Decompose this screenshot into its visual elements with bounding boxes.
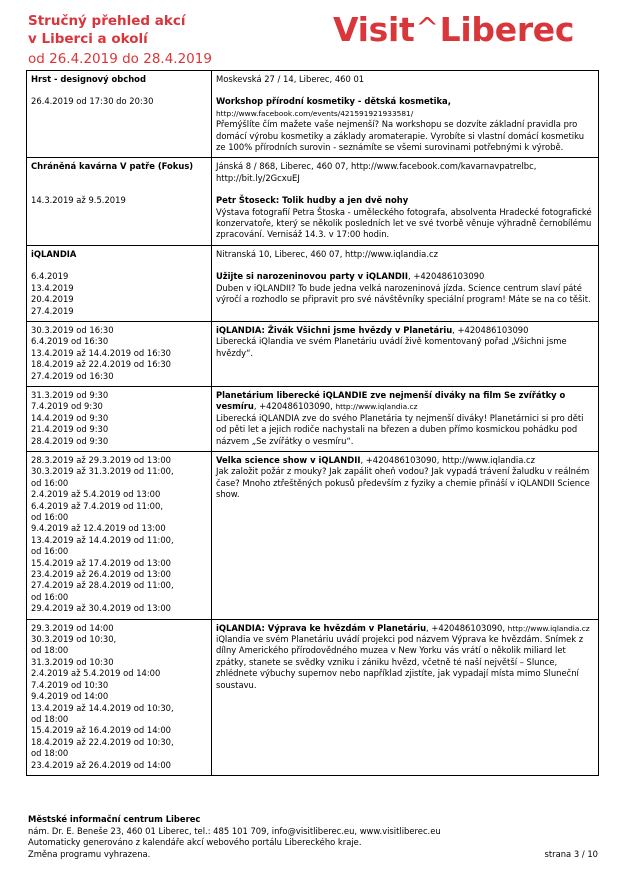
event-dates bbox=[31, 96, 207, 107]
event-date: 23.4.2019 až 26.4.2019 od 14:00 bbox=[31, 759, 171, 770]
event-date: od 16:00 bbox=[31, 477, 69, 488]
event-contact: , +420486103090, http://www.iqlandia.cz bbox=[360, 454, 536, 465]
event-date: 7.4.2019 od 10:30 bbox=[31, 679, 109, 690]
venue-address: Moskevská 27 / 14, Liberec, 460 01 bbox=[216, 74, 365, 84]
visit-liberec-logo bbox=[333, 8, 574, 54]
event-details bbox=[212, 619, 599, 775]
event-date: 31.3.2019 od 9:30 bbox=[31, 389, 109, 400]
event-date: 31.3.2019 od 10:30 bbox=[31, 656, 114, 667]
event-date: 27.4.2019 bbox=[31, 305, 74, 316]
event-date: 30.3.2019 od 16:30 bbox=[31, 324, 114, 335]
date-range: od 26.4.2019 do 28.4.2019 bbox=[28, 51, 212, 67]
event-date: od 18:00 bbox=[31, 645, 69, 656]
event-heading bbox=[216, 455, 594, 466]
event-date: 28.3.2019 až 29.3.2019 od 13:00 bbox=[31, 454, 171, 465]
footer-address: nám. Dr. E. Beneše 23, 460 01 Liberec, tel.: 485 101 709, info@visitliberec.eu, www.visitliberec.eu bbox=[28, 825, 441, 836]
venue-cell bbox=[27, 158, 212, 245]
event-title: Workshop přírodní kosmetiky - dětská kosmetika, bbox=[216, 96, 451, 107]
event-date: 29.3.2019 od 14:00 bbox=[31, 622, 114, 633]
event-contact: , +420486103090, bbox=[253, 401, 336, 412]
event-date: 6.4.2019 až 7.4.2019 od 11:00, bbox=[31, 500, 164, 511]
venue-address: Jánská 8 / 868, Liberec, 460 07, http://www.facebook.com/kavarnavpatrelbc, http://bit.ly/2GcxuEJ bbox=[216, 161, 537, 183]
event-date: od 16:00 bbox=[31, 546, 69, 557]
venue-name: iQLANDIA bbox=[31, 248, 77, 259]
event-date: 2.4.2019 až 5.4.2019 od 14:00 bbox=[31, 668, 161, 679]
event-date: 18.4.2019 až 22.4.2019 od 10:30, bbox=[31, 736, 174, 747]
event-date: 6.4.2019 od 16:30 bbox=[31, 336, 109, 347]
event-heading bbox=[216, 623, 594, 634]
event-date: od 16:00 bbox=[31, 512, 69, 522]
event-dates bbox=[27, 321, 212, 386]
footer-note-1: Automaticky generováno z kalendáře akcí webového portálu Libereckého kraje. bbox=[28, 837, 362, 847]
event-date: 9.4.2019 až 12.4.2019 od 13:00 bbox=[31, 523, 166, 534]
event-date: 7.4.2019 od 9:30 bbox=[31, 401, 103, 412]
event-date: od 18:00 bbox=[31, 748, 69, 759]
event-date: 15.4.2019 až 17.4.2019 od 13:00 bbox=[31, 557, 171, 568]
event-date: 30.3.2019 od 10:30, bbox=[31, 634, 117, 645]
event-title: Užijte si narozeninovou party v iQLANDII bbox=[216, 271, 409, 282]
event-description: Duben v iQLANDII? To bude jedna velká narozeninová jízda. Science centrum slaví páté výročí a rozhodlo se připravit pro své návštěvníky speciální program! Máte se na co těšit. bbox=[216, 282, 591, 305]
event-date: 13.4.2019 bbox=[31, 282, 74, 293]
event-contact: , +420486103090 bbox=[408, 271, 485, 282]
event-date: 26.4.2019 od 17:30 do 20:30 bbox=[31, 96, 154, 107]
event-date: od 16:00 bbox=[31, 591, 69, 602]
page-footer bbox=[28, 814, 441, 860]
event-date: 27.4.2019 až 28.4.2019 od 11:00, bbox=[31, 580, 174, 591]
events-table bbox=[26, 70, 599, 776]
event-title: Planetárium liberecké iQLANDIE zve nejmenší diváky na film Se zvířátky o vesmíru bbox=[216, 389, 566, 412]
event-details bbox=[212, 451, 599, 619]
venue-name: Chráněná kavárna V patře (Fokus) bbox=[31, 161, 194, 172]
footer-org: Městské informační centrum Liberec bbox=[28, 814, 201, 824]
event-date: 14.4.2019 od 9:30 bbox=[31, 412, 109, 423]
event-row bbox=[27, 386, 599, 451]
title-line-1: Stručný přehled akcí bbox=[28, 13, 186, 29]
event-date: 23.4.2019 až 26.4.2019 od 13:00 bbox=[31, 569, 171, 580]
event-description: Jak založit požár z mouky? Jak zapálit oheň vodou? Jak vypadá trávení žaludku v reálném čase? Mnoho ztřeštěných pokusů především z fyziky a chemie přináší v iQLANDII Science show. bbox=[216, 466, 590, 500]
event-dates bbox=[31, 271, 207, 317]
event-description: Přemýšlíte čím mažete vaše nejmenší? Na workshopu se dozvíte základní pravidla pro domácí výrobu kosmetiky a základy aromaterapie. Vyrobíte si vlastní domácí kosmetiku ze 100% přírodních surovin - seznámíte se všemi surovinami potřebnými k výrobě. bbox=[216, 119, 585, 153]
event-title: iQLANDIA: Živák Všichni jsme hvězdy v Planetáriu bbox=[216, 324, 453, 335]
footer-note-2: Změna programu vyhrazena. bbox=[28, 848, 151, 859]
venue-details bbox=[212, 71, 599, 158]
event-date: 21.4.2019 od 9:30 bbox=[31, 424, 109, 435]
event-dates bbox=[27, 619, 212, 775]
event-description: Liberecká iQLANDIA zve do svého Planetária ty nejmenší diváky! Planetárnici si pro děti od pěti let a jejich rodiče nachystali na březen a duben přímo kosmickou pohádku pod názvem „Se zvířátky o vesmíru“. bbox=[216, 412, 584, 446]
event-date: 28.4.2019 od 9:30 bbox=[31, 435, 109, 446]
event-description: iQlandia ve svém Planetáriu uvádí projekci pod názvem Výprava ke hvězdám. Snímek z dílny Amerického přírodovědného muzea v New Yorku vás vrátí o několik miliard let zpátky, stanete se svědky vzniku i zániku hvězd, včetně té naší největší – Slunce, zhlédnete výbuchy supernov nebo například zjistíte, jak vypadají místa mimo Sluneční soustavu. bbox=[216, 634, 584, 690]
event-dates bbox=[27, 386, 212, 451]
event-date: 6.4.2019 bbox=[31, 271, 69, 282]
event-title: Velka science show v iQLANDII bbox=[216, 454, 361, 465]
venue-cell bbox=[27, 245, 212, 321]
event-date: 14.3.2019 až 9.5.2019 bbox=[31, 194, 126, 205]
event-row bbox=[27, 451, 599, 619]
event-heading bbox=[216, 271, 594, 282]
event-row bbox=[27, 619, 599, 775]
event-description: Liberecká iQlandia ve svém Planetáriu uvádí živě komentovaný pořad „Všichni jsme hvězdy“. bbox=[216, 336, 567, 358]
venue-details bbox=[212, 158, 599, 245]
venue-details bbox=[212, 245, 599, 321]
event-contact: , +420486103090 bbox=[452, 324, 529, 335]
event-link[interactable]: http://www.iqlandia.cz bbox=[335, 402, 418, 412]
event-dates bbox=[31, 195, 207, 206]
event-dates bbox=[27, 451, 212, 619]
title-line-2: v Liberci a okolí bbox=[28, 31, 148, 47]
event-contact[interactable]: http://www.facebook.com/events/421591921933581/ bbox=[216, 108, 414, 118]
venue-address: Nitranská 10, Liberec, 460 07, http://www.iqlandia.cz bbox=[216, 248, 438, 259]
event-date: od 18:00 bbox=[31, 713, 69, 724]
logo-caret: ^ bbox=[415, 11, 439, 44]
venue-row bbox=[27, 245, 599, 321]
venue-cell bbox=[27, 71, 212, 158]
event-date: 15.4.2019 až 16.4.2019 od 14:00 bbox=[31, 725, 171, 736]
event-details bbox=[212, 386, 599, 451]
document-title bbox=[28, 12, 186, 48]
event-row bbox=[27, 321, 599, 386]
event-description: Výstava fotografií Petra Štoska - uměleckého fotografa, absolventa Hradecké fotografické konzervatoře, který se několik posledních let ve své tvorbě věnuje výhradně černobílému zpracování. Vernisáž 14.3. v 17:00 hodin. bbox=[216, 206, 592, 240]
event-date: 29.4.2019 až 30.4.2019 od 13:00 bbox=[31, 603, 171, 614]
event-date: 30.3.2019 až 31.3.2019 od 11:00, bbox=[31, 466, 174, 477]
event-date: 27.4.2019 od 16:30 bbox=[31, 370, 114, 381]
logo-text-visit: Visit bbox=[333, 10, 415, 49]
event-details bbox=[212, 321, 599, 386]
event-date: 2.4.2019 až 5.4.2019 od 13:00 bbox=[31, 489, 161, 500]
event-date: 13.4.2019 až 14.4.2019 od 11:00, bbox=[31, 534, 174, 545]
event-heading bbox=[216, 325, 594, 336]
event-date: 18.4.2019 až 22.4.2019 od 16:30 bbox=[31, 359, 171, 370]
logo-text-liberec: Liberec bbox=[439, 10, 575, 49]
venue-row bbox=[27, 158, 599, 245]
event-date: 9.4.2019 od 14:00 bbox=[31, 691, 109, 702]
event-date: 13.4.2019 až 14.4.2019 od 16:30 bbox=[31, 347, 171, 358]
venue-row bbox=[27, 71, 599, 158]
event-link[interactable]: http://www.iqlandia.cz bbox=[507, 623, 590, 633]
event-date: 20.4.2019 bbox=[31, 294, 74, 305]
event-title: Petr Štoseck: Tolik hudby a jen dvě nohy bbox=[216, 195, 409, 206]
event-date: 13.4.2019 až 14.4.2019 od 10:30, bbox=[31, 702, 174, 713]
event-heading bbox=[216, 390, 594, 413]
venue-name: Hrst - designový obchod bbox=[31, 74, 146, 84]
event-contact: , +420486103090, bbox=[426, 622, 508, 633]
page-number: strana 3 / 10 bbox=[544, 849, 598, 859]
event-title: iQLANDIA: Výprava ke hvězdám v Planetáriu bbox=[216, 622, 427, 633]
